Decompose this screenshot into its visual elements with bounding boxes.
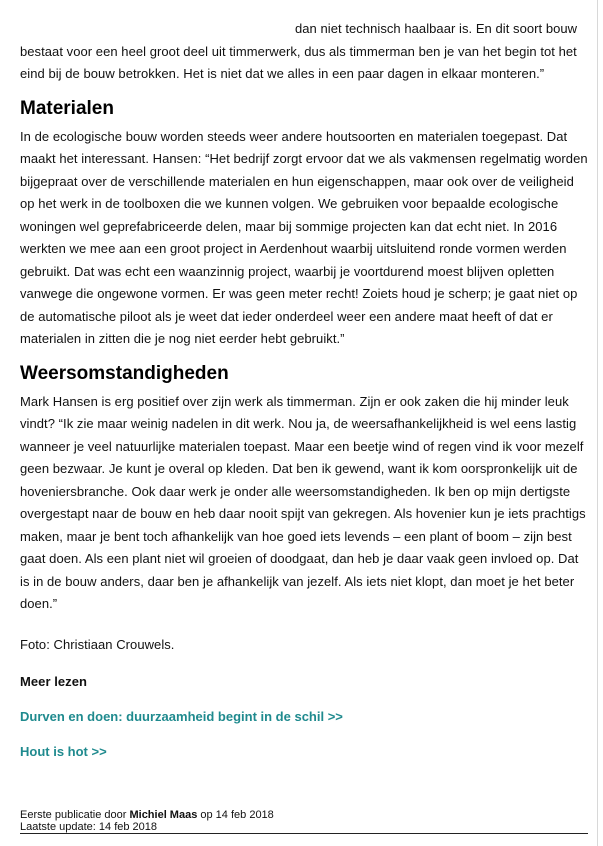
bottom-divider bbox=[20, 833, 588, 834]
article-body bbox=[20, 0, 590, 833]
section-paragraph-materialen: In de ecologische bouw worden steeds weer andere houtsoorten en materialen toegepast. Dat maakt het interessant. Hansen: “Het bedrijf zorgt ervoor dat we als vakmensen regelmatig worden bijgepraat over de verschillende materialen en hun eigenschappen, maar ook over de veiligheid op het werk in de toolboxen die we kunnen volgen. We gebruiken voor bepaalde ecologische woningen wel geprefabriceerde delen, maar bij sommige projecten kan dat echt niet. In 2016 werkten we mee aan een groot project in Aerdenhout waarbij uitsluitend ronde vormen werden gebruikt. Dat was echt een waanzinnig project, waarbij je voortdurend moest blijven opletten vanwege die ongewone vormen. Er was geen meter recht! Zoiets houd je scherp; je gaat niet op de automatische piloot als je weet dat ieder onderdeel weer een andere maat heeft of dat er materialen in zitten die je nog niet eerder hebt gebruikt.” bbox=[20, 128, 588, 346]
first-published-date: op 14 feb 2018 bbox=[200, 809, 274, 821]
publication-meta bbox=[20, 809, 590, 833]
read-more-heading: Meer lezen bbox=[20, 674, 87, 689]
photo-credit: Foto: Christiaan Crouwels. bbox=[20, 636, 175, 652]
page-edge-divider bbox=[597, 0, 598, 846]
section-heading-weersomstandigheden: Weersomstandigheden bbox=[20, 362, 229, 384]
author-name: Michiel Maas bbox=[129, 809, 198, 821]
section-paragraph-weersomstandigheden: Mark Hansen is erg positief over zijn werk als timmerman. Zijn er ook zaken die hij minder leuk vindt? “Ik zie maar weinig nadelen in dit werk. Nou ja, de weersafhankelijkheid is wel eens lastig wanneer je veel natuurlijke materialen toepast. Maar een beetje wind of regen vind ik voor mezelf geen bezwaar. Je kunt je overal op kleden. Dat ben ik gewend, want ik kom oorspronkelijk uit de hoveniersbranche. Ook daar werk je onder alle weersomstandigheden. Ik ben op mijn dertigste overgestapt naar de bouw en heb daar nooit spijt van gekregen. Als hovenier kun je iets prachtigs maken, maar je bent toch afhankelijk van hoe goed iets levends – een plant of boom – zijn best gaat doen. Als een plant niet wil groeien of doodgaat, dan heb je daar vaak geen invloed op. Dat is in de bouw anders, daar ben je afhankelijk van jezelf. Als iets niet klopt, dan moet je het beter doen.” bbox=[20, 393, 586, 611]
related-link-hout-is-hot[interactable]: Hout is hot >> bbox=[20, 744, 107, 759]
intro-paragraph: dan niet technisch haalbaar is. En dit soort bouw bestaat voor een heel groot deel uit timmerwerk, dus als timmerman ben je van het begin tot het eind bij de bouw betrokken. Het is niet dat we alles in een paar dagen in elkaar monteren.” bbox=[20, 21, 578, 81]
last-update-line: Laatste update: 14 feb 2018 bbox=[20, 821, 158, 833]
first-published-prefix: Eerste publicatie door bbox=[20, 809, 127, 821]
section-heading-materialen: Materialen bbox=[20, 97, 114, 119]
related-link-durven-en-doen[interactable]: Durven en doen: duurzaamheid begint in de schil >> bbox=[20, 709, 343, 724]
first-published-line bbox=[20, 809, 590, 821]
